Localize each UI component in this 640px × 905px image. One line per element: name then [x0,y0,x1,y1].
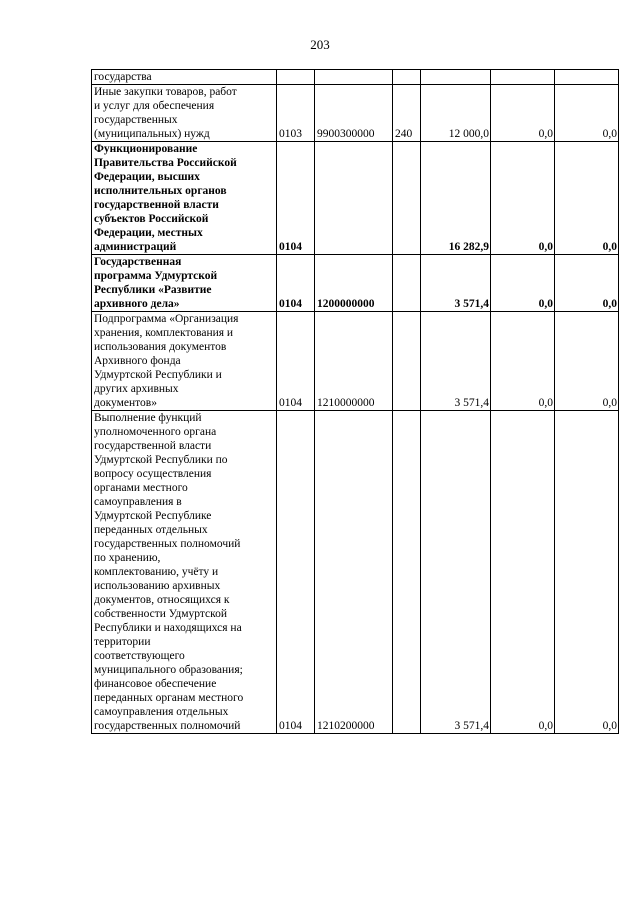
row-name-line: государственных полномочий [94,538,241,550]
row-name-line: документов» [94,397,157,409]
row-name-line: администраций [94,241,177,253]
row-name-line: Федерации, высших [94,171,200,183]
expense-type-cell [393,411,421,734]
row-name-line: Правительства Российской [94,157,237,169]
row-name-line: документов, относящихся к [94,594,230,606]
expense-type-cell: 240 [393,85,421,142]
row-name-line: финансовое обеспечение [94,678,217,690]
row-name-line: и услуг для обеспечения [94,100,215,112]
row-name-line: самоуправления отдельных [94,706,229,718]
row-name-line: Республики «Развитие [94,284,212,296]
target-article-cell: 1200000000 [315,255,393,312]
amount-year3-cell: 0,0 [555,85,619,142]
row-name-line: органами местного [94,482,188,494]
table-row [92,142,619,255]
row-name-cell [92,411,277,734]
target-article-cell [315,142,393,255]
table-row [92,255,619,312]
row-name-cell [92,255,277,312]
amount-cell: 3 571,4 [421,411,491,734]
expense-type-cell [393,142,421,255]
row-name-line: самоуправления в [94,496,182,508]
row-name-line: архивного дела» [94,298,180,310]
row-name-line: Удмуртской Республике [94,510,212,522]
row-name-line: программа Удмуртской [94,270,218,282]
row-name-line: других архивных [94,383,179,395]
amount-year2-cell: 0,0 [491,411,555,734]
amount-year3-cell: 0,0 [555,255,619,312]
table-row [92,85,619,142]
section-code-cell: 0104 [277,312,315,411]
amount-year3-cell: 0,0 [555,411,619,734]
row-name-line: переданных отдельных [94,524,208,536]
row-name-line: Государственная [94,256,182,268]
row-name-line: государственных [94,114,178,126]
table-row [92,411,619,734]
target-article-cell [315,70,393,85]
page-number: 203 [310,37,330,52]
row-name-line: комплектованию, учёту и [94,566,219,578]
expense-type-cell [393,255,421,312]
amount-year3-cell: 0,0 [555,312,619,411]
target-article-cell: 9900300000 [315,85,393,142]
row-name-line: Федерации, местных [94,227,203,239]
amount-year2-cell [491,70,555,85]
row-name-cell [92,70,277,85]
row-name-line: использованию архивных [94,580,221,592]
row-name-line: Удмуртской Республики по [94,454,228,466]
row-name-line: использования документов [94,341,227,353]
row-name-line: Подпрограмма «Организация [94,313,239,325]
row-name-line: государственной власти [94,199,219,211]
row-name-line: вопросу осуществления [94,468,212,480]
amount-year2-cell: 0,0 [491,142,555,255]
row-name-line: по хранению, [94,552,161,564]
amount-cell: 16 282,9 [421,142,491,255]
row-name-cell [92,85,277,142]
amount-cell: 3 571,4 [421,255,491,312]
amount-year2-cell: 0,0 [491,312,555,411]
target-article-cell: 1210000000 [315,312,393,411]
row-name-cell [92,312,277,411]
table-row [92,70,619,85]
row-name-line: собственности Удмуртской [94,608,227,620]
row-name-line: муниципального образования; [94,664,243,676]
expense-type-cell [393,70,421,85]
row-name-line: субъектов Российской [94,213,209,225]
row-name-line: государственной власти [94,440,212,452]
row-name-cell [92,142,277,255]
expense-type-cell [393,312,421,411]
section-code-cell [277,70,315,85]
row-name-line: территории [94,636,151,648]
row-name-line: соответствующего [94,650,185,662]
amount-year2-cell: 0,0 [491,85,555,142]
amount-year3-cell [555,70,619,85]
target-article-cell: 1210200000 [315,411,393,734]
row-name-line: Выполнение функций [94,412,202,424]
row-name-line: переданных органам местного [94,692,244,704]
row-name-line: хранения, комплектования и [94,327,234,339]
section-code-cell: 0104 [277,411,315,734]
amount-year2-cell: 0,0 [491,255,555,312]
row-name-line: Архивного фонда [94,355,181,367]
row-name-line: (муниципальных) нужд [94,128,210,140]
row-name-line: Иные закупки товаров, работ [94,86,237,98]
row-name-line: исполнительных органов [94,185,227,197]
table-row [92,312,619,411]
row-name-line: Республики и находящихся на [94,622,242,634]
section-code-cell: 0103 [277,85,315,142]
amount-cell: 12 000,0 [421,85,491,142]
row-name-line: государства [94,71,152,83]
section-code-cell: 0104 [277,255,315,312]
row-name-line: государственных полномочий [94,720,241,732]
row-name-line: Удмуртской Республики и [94,369,222,381]
section-code-cell: 0104 [277,142,315,255]
row-name-line: уполномоченного органа [94,426,217,438]
amount-year3-cell: 0,0 [555,142,619,255]
row-name-line: Функционирование [94,143,198,155]
budget-table [91,69,619,734]
amount-cell [421,70,491,85]
amount-cell: 3 571,4 [421,312,491,411]
